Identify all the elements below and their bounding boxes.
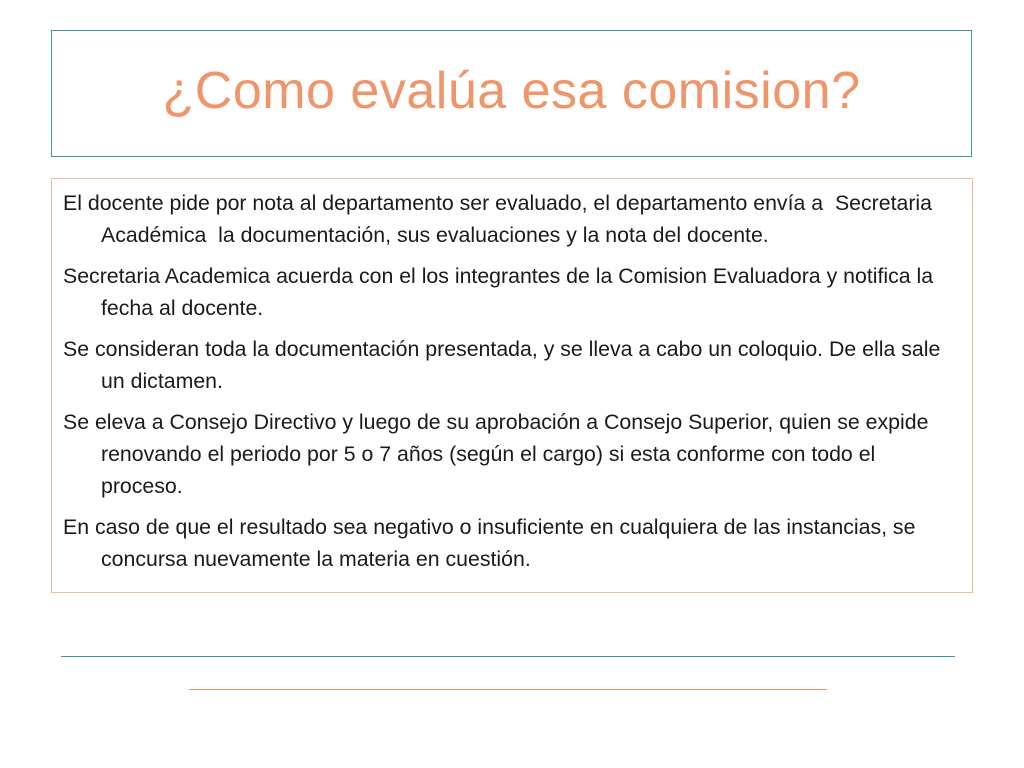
slide-title: ¿Como evalúa esa comision? [162, 61, 861, 120]
title-frame [51, 30, 972, 157]
body-paragraph: El docente pide por nota al departamento ser evaluado, el departamento envía a Secretaria Académica la documentación, sus evaluaciones y la nota del docente. [63, 191, 937, 247]
decorative-divider-teal [61, 656, 955, 657]
body-paragraph: En caso de que el resultado sea negativo o insuficiente en cualquiera de las instancias, se concursa nuevamente la materia en cuestión. [63, 515, 922, 571]
decorative-divider-orange [189, 689, 827, 690]
body-paragraph: Se consideran toda la documentación presentada, y se lleva a cabo un coloquio. De ella sale un dictamen. [63, 337, 947, 393]
body-frame [51, 178, 973, 593]
body-paragraph: Se eleva a Consejo Directivo y luego de su aprobación a Consejo Superior, quien se expide renovando el periodo por 5 o 7 años (según el cargo) si esta conforme con todo el proceso. [63, 410, 935, 498]
body-paragraph: Secretaria Academica acuerda con el los integrantes de la Comision Evaluadora y notifica la fecha al docente. [63, 264, 940, 320]
